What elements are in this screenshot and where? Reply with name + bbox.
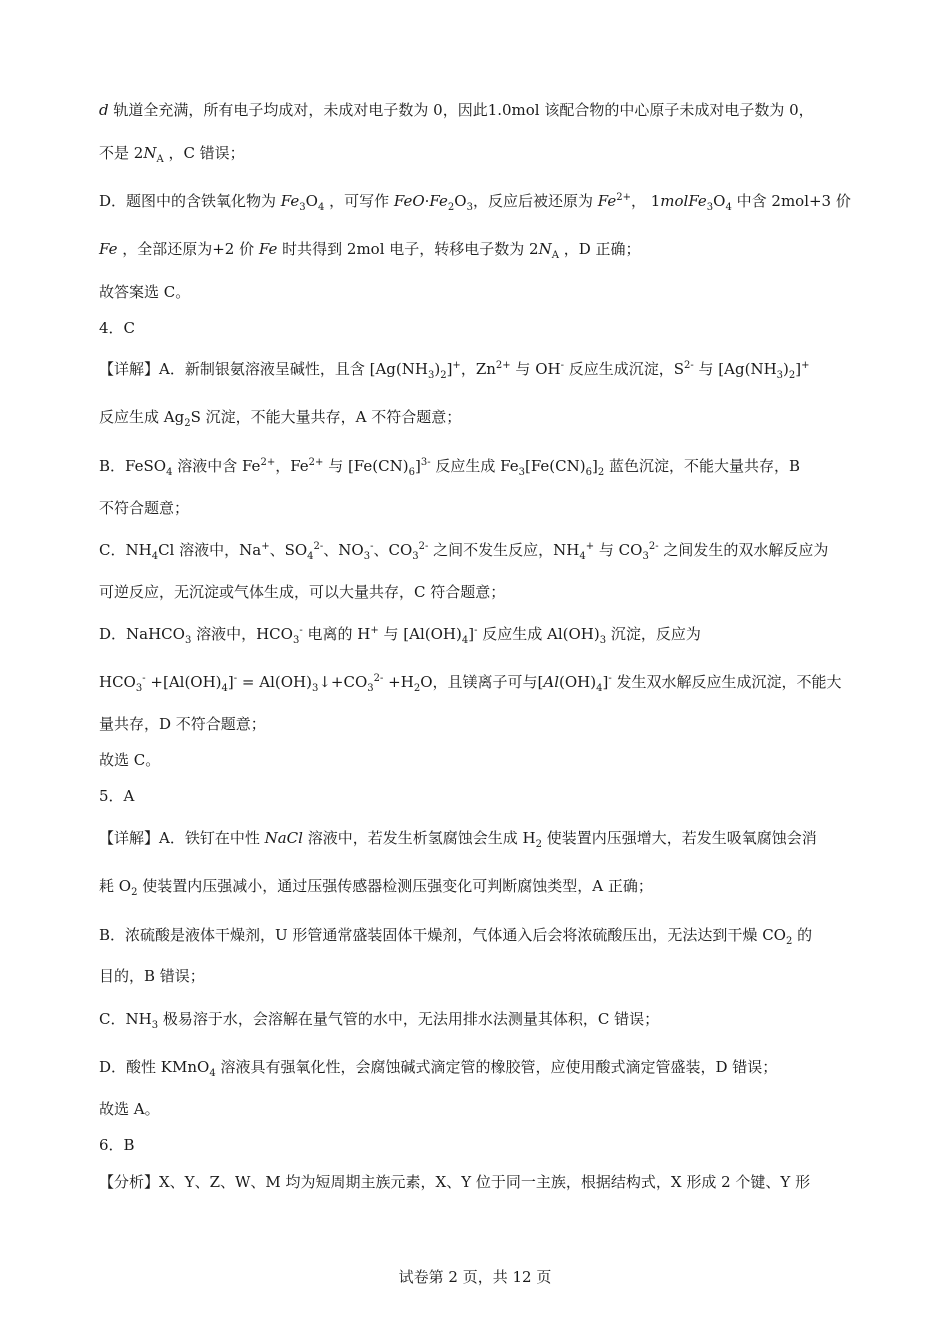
text-line: B．浓硫酸是液体干燥剂，U 形管通常盛装固体干燥剂，气体通入后会将浓硫酸压出，无法达到干燥 $CO_2$ 的	[99, 926, 813, 947]
page-footer: 试卷第 2 页，共 12 页	[398, 1268, 552, 1286]
text-line: 反应生成 $Ag_2S$ 沉淀，不能大量共存，A 不符合题意；	[99, 408, 462, 429]
text-line: 不是 $2N_A$ ，C 错误；	[99, 144, 245, 165]
text-line: D．题图中的含铁氧化物为 $Fe_3O_4$ ，可写作 $FeO\cdot Fe_2O_3$，反应后被还原为 $Fe^{2+}$， $1molFe_3O_4$ 中含 2mol+3 价	[99, 192, 851, 213]
text-line: Fe ，全部还原为+2 价 Fe 时共得到 2mol 电子，转移电子数为 $2N_A$ ，D 正确；	[99, 240, 641, 261]
text-line: D．酸性 KMnO$_4$ 溶液具有强氧化性，会腐蚀碱式滴定管的橡胶管，应使用酸式滴定管盛装，D 错误；	[99, 1058, 778, 1079]
text-line: 量共存，D 不符合题意；	[99, 715, 266, 733]
text-line: 5．A	[99, 787, 135, 805]
text-line: 可逆反应，无沉淀或气体生成，可以大量共存，C 符合题意；	[99, 583, 506, 601]
text-line: 【详解】A．铁钉在中性 NaCl 溶液中，若发生析氢腐蚀会生成 $H_2$ 使装置内压强增大，若发生吸氧腐蚀会消	[99, 829, 817, 850]
text-line: 故答案选 C。	[99, 283, 191, 301]
text-line: $HCO_3^- +[Al(OH)_4]^-$ = $Al(OH)_3↓+CO_3^{2-} +H_2O$，且镁离子可与$[Al(OH)_4]^-$ 发生双水解反应生成沉淀，不能大	[99, 673, 842, 694]
text-line: 6．B	[99, 1136, 135, 1154]
text-line: B．FeSO$_4$ 溶液中含 $Fe^{2+}$，$Fe^{2+}$ 与 $[Fe(CN)_6]^{3-}$ 反应生成 $Fe_3[Fe(CN)_6]_2$ 蓝色沉淀，不能大量共存，B	[99, 457, 800, 478]
text-line: 故选 A。	[99, 1100, 160, 1118]
text-line: 不符合题意；	[99, 499, 190, 517]
text-line: 【分析】X、Y、Z、W、M 均为短周期主族元素，X、Y 位于同一主族，根据结构式，X 形成 2 个键、Y 形	[99, 1173, 811, 1191]
text-line: C．$NH_3$ 极易溶于水，会溶解在量气管的水中，无法用排水法测量其体积，C 错误；	[99, 1010, 660, 1031]
text-line: 4．C	[99, 319, 136, 337]
text-line: 目的，B 错误；	[99, 967, 205, 985]
text-line: C．$NH_4Cl$ 溶液中，Na+、$SO_4^{2-}$、$NO_3^-$、$CO_3^{2-}$ 之间不发生反应，$NH_4^+$ 与 $CO_3^{2-}$ 之间发生的双水解反应为	[99, 541, 829, 562]
text-line: d 轨道全充满，所有电子均成对，未成对电子数为 0，因此1.0mol 该配合物的中心原子未成对电子数为 0，	[99, 101, 814, 119]
text-line: D．NaHCO$_3$ 溶液中，$HCO_3^-$ 电离的 H+ 与 $[Al(OH)_4]^-$ 反应生成 $Al(OH)_3$ 沉淀，反应为	[99, 625, 701, 646]
text-line: 【详解】A．新制银氨溶液呈碱性，且含 $[Ag(NH_3)_2]^+$，$Zn^{2+}$ 与 OH- 反应生成沉淀，$S^{2-}$ 与 $[Ag(NH_3)_2]^+$	[99, 360, 810, 381]
text-line: 耗 $O_2$ 使装置内压强减小，通过压强传感器检测压强变化可判断腐蚀类型，A 正确；	[99, 877, 653, 898]
text-line: 故选 C。	[99, 751, 161, 769]
